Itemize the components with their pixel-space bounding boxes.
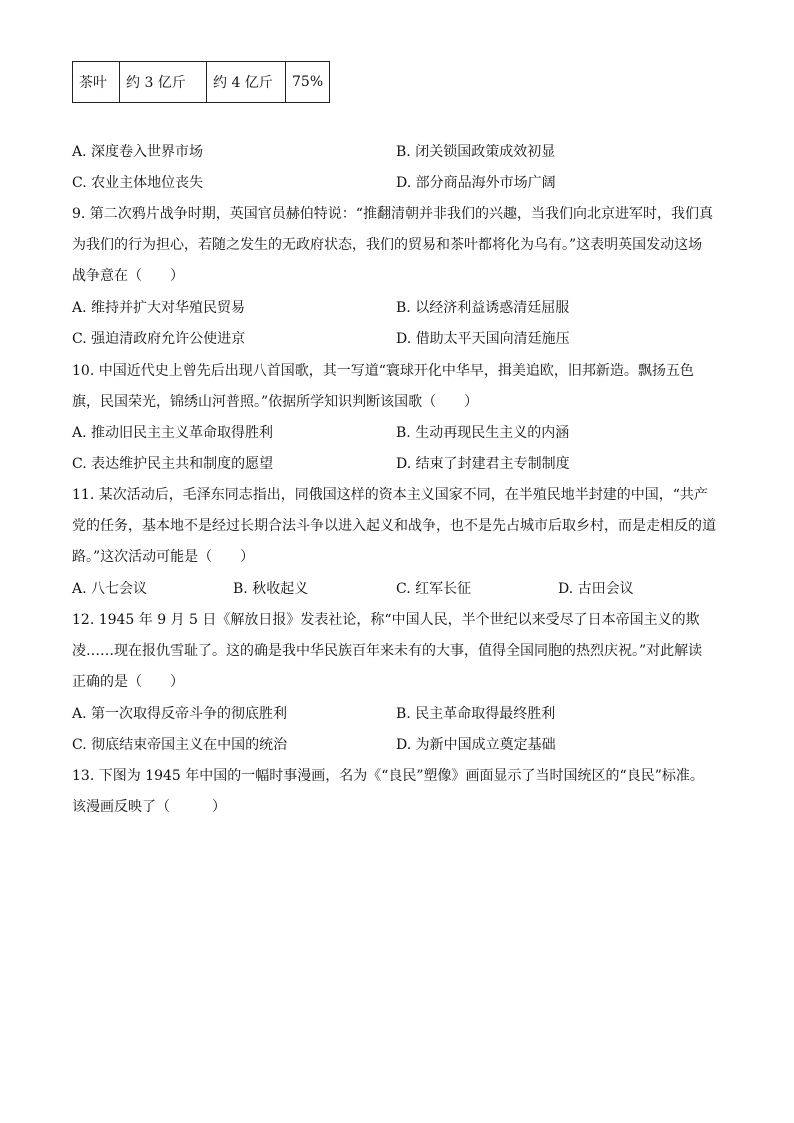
q12-stem-line: 12. 1945 年 9 月 5 日《解放日报》发表社论，称“中国人民，半个世纪以来受尽了日本帝国主义的欺 bbox=[72, 612, 700, 628]
q8-option-c: C. 农业主体地位丧失 bbox=[72, 175, 204, 191]
q12-option-c: C. 彻底结束帝国主义在中国的统治 bbox=[72, 737, 288, 753]
q11-option-c: C. 红军长征 bbox=[396, 581, 472, 597]
q11-option-d: D. 古田会议 bbox=[558, 581, 634, 597]
q10-stem-line: 旗，民国荣光，锦绣山河普照。”依据所学知识判断该国歌（ ） bbox=[72, 394, 479, 410]
table-cell: 茶叶 bbox=[73, 62, 120, 103]
q9-stem-line: 战争意在（ ） bbox=[72, 268, 184, 284]
q10-option-b: B. 生动再现民生主义的内涵 bbox=[396, 425, 570, 441]
q12-option-b: B. 民主革命取得最终胜利 bbox=[396, 706, 556, 722]
q12-stem-line: 正确的是（ ） bbox=[72, 674, 184, 690]
q11-stem-line: 路。”这次活动可能是（ ） bbox=[72, 549, 255, 565]
table-cell: 约 4 亿斤 bbox=[207, 62, 286, 103]
q9-option-b: B. 以经济利益诱惑清廷屈服 bbox=[396, 300, 570, 316]
q10-option-d: D. 结束了封建君主专制制度 bbox=[396, 456, 570, 472]
q11-option-b: B. 秋收起义 bbox=[233, 581, 309, 597]
q9-stem-line: 为我们的行为担心，若随之发生的无政府状态，我们的贸易和茶叶都将化为乌有。”这表明英国发动这场 bbox=[72, 237, 703, 253]
q13-stem-line: 该漫画反映了（ ） bbox=[72, 799, 226, 815]
q10-stem-line: 10. 中国近代史上曾先后出现八首国歌，其一写道“寰球开化中华早，揖美追欧，旧邦新造。飘扬五色 bbox=[72, 363, 694, 379]
table-cell: 约 3 亿斤 bbox=[120, 62, 207, 103]
table-cell: 75% bbox=[286, 62, 330, 103]
q11-option-a: A. 八七会议 bbox=[72, 581, 148, 597]
data-table bbox=[72, 61, 330, 103]
q9-option-a: A. 维持并扩大对华殖民贸易 bbox=[72, 300, 246, 316]
q10-option-a: A. 推动旧民主主义革命取得胜利 bbox=[72, 425, 274, 441]
q11-stem-line: 党的任务，基本地不是经过长期合法斗争以进入起义和战争，也不是先占城市后取乡村，而是走相反的道 bbox=[72, 518, 716, 534]
q9-option-d: D. 借助太平天国向清廷施压 bbox=[396, 331, 570, 347]
q13-stem-line: 13. 下图为 1945 年中国的一幅时事漫画，名为《“良民”塑像》画面显示了当时国统区的“良民”标准。 bbox=[72, 768, 704, 784]
q10-option-c: C. 表达维护民主共和制度的愿望 bbox=[72, 456, 274, 472]
q12-stem-line: 凌……现在报仇雪耻了。这的确是我中华民族百年来未有的大事，值得全国同胞的热烈庆祝。”对此解读 bbox=[72, 643, 703, 659]
q8-option-b: B. 闭关锁国政策成效初显 bbox=[396, 144, 556, 160]
q9-option-c: C. 强迫清政府允许公使进京 bbox=[72, 331, 246, 347]
q8-option-a: A. 深度卷入世界市场 bbox=[72, 144, 204, 160]
q11-stem-line: 11. 某次活动后，毛泽东同志指出，同俄国这样的资本主义国家不同，在半殖民地半封建的中国，“共产 bbox=[72, 487, 708, 503]
q8-option-d: D. 部分商品海外市场广阔 bbox=[396, 175, 556, 191]
q9-stem-line: 9. 第二次鸦片战争时期，英国官员赫伯特说：“推翻清朝并非我们的兴趣，当我们向北京进军时，我们真 bbox=[72, 206, 713, 222]
table-row bbox=[73, 62, 330, 103]
q12-option-d: D. 为新中国成立奠定基础 bbox=[396, 737, 556, 753]
q12-option-a: A. 第一次取得反帝斗争的彻底胜利 bbox=[72, 706, 288, 722]
